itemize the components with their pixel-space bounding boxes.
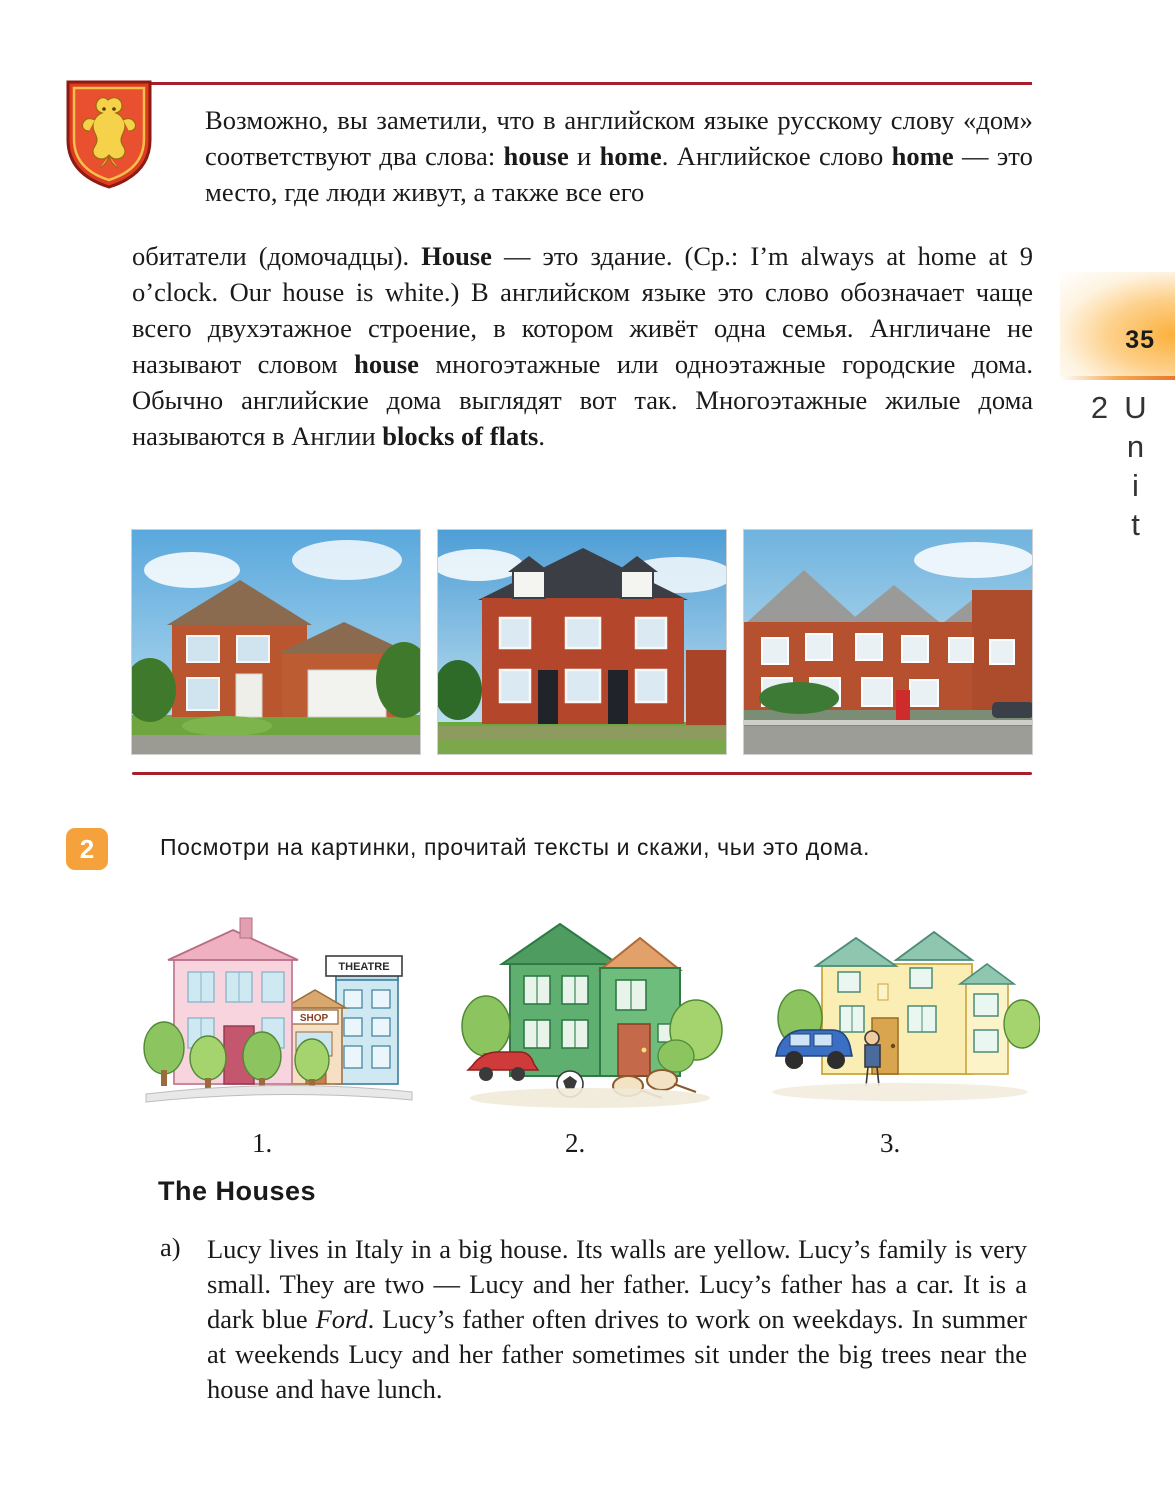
intro-text-7: . [538, 421, 545, 451]
page-number: 35 [1125, 326, 1155, 354]
intro-text-4: обитатели (домочадцы). [132, 241, 422, 271]
top-divider-rule [132, 82, 1032, 85]
paragraph-a-text [207, 1232, 1027, 1407]
section-title-the-houses: The Houses [158, 1176, 317, 1206]
unit-label: Unit 2 [1082, 390, 1153, 546]
drawing-label-1: 1. [252, 1128, 273, 1158]
house-photo-row [131, 529, 1033, 755]
green-house-with-ball-and-rackets-drawing [450, 898, 730, 1123]
paragraph-a-part1: Lucy lives in Italy in a big house. Its walls are yellow. Lucy’s family is very small. They are two — Lucy and her father. Lucy’s father has a car. It is a dark blue [207, 1234, 1027, 1334]
semi-detached-brick-house-photo [437, 529, 727, 755]
pink-house-with-shop-and-theatre-drawing [140, 898, 420, 1123]
theatre-sign-text: THEATRE [338, 961, 390, 973]
lion-shield-icon [64, 78, 154, 190]
intro-text-2: . Английское слово [661, 141, 892, 171]
drawing-label-3: 3. [880, 1128, 901, 1158]
paragraph-a-part2: . Lucy’s father often drives to work on weekdays. In summer at weekends Lucy and her father sometimes sit under the big trees near the house and have lunch. [207, 1304, 1027, 1404]
paragraph-marker-a: a) [160, 1232, 181, 1262]
yellow-house-with-blue-car-drawing [760, 898, 1040, 1123]
exercise-number-badge: 2 [66, 828, 108, 870]
side-tab-glow [1060, 272, 1175, 377]
drawing-labels-row [140, 1128, 1040, 1158]
term-blocks-of-flats: blocks of flats [382, 421, 539, 451]
term-house-1: house [503, 141, 569, 171]
term-house-2: House [421, 241, 492, 271]
intro-paragraph-top [205, 102, 1033, 210]
term-home-2: home [891, 141, 954, 171]
exercise-instruction: Посмотри на картинки, прочитай тексты и скажи, чьи это дома. [160, 834, 871, 860]
term-house-3: house [354, 349, 419, 379]
drawing-label-2: 2. [565, 1128, 586, 1158]
bottom-divider-rule [132, 772, 1032, 775]
intro-conj: и [568, 141, 600, 171]
house-drawing-row [140, 898, 1040, 1123]
intro-paragraph-bottom [132, 238, 1033, 454]
term-home-1: home [599, 141, 662, 171]
side-tab-bar [1060, 376, 1175, 380]
shop-sign-text: SHOP [299, 1013, 329, 1024]
intro-text-1: Возможно, вы заметили, что в английском языке русскому слову «дом» соответствуют два слова: [205, 105, 1033, 171]
car-brand-ford: Ford [315, 1304, 368, 1334]
terraced-houses-street-photo [743, 529, 1033, 755]
page-side-tab [1060, 272, 1175, 546]
detached-brick-house-photo [131, 529, 421, 755]
intro-text-5: — это здание. (Ср.: I’m always at home at 9 o’clock. Our house is white.) В английском языке это слово обозначает чаще всего двухэтажное строение, в котором живёт одна семья. Англичане не называют словом [132, 241, 1033, 379]
intro-text-3: — это место, где люди живут, а также все его [205, 141, 1033, 207]
intro-text-6: многоэтажные или одноэтажные городские дома. Обычно английские дома выглядят вот так. Многоэтажные жилые дома называются в Англии [132, 349, 1033, 451]
